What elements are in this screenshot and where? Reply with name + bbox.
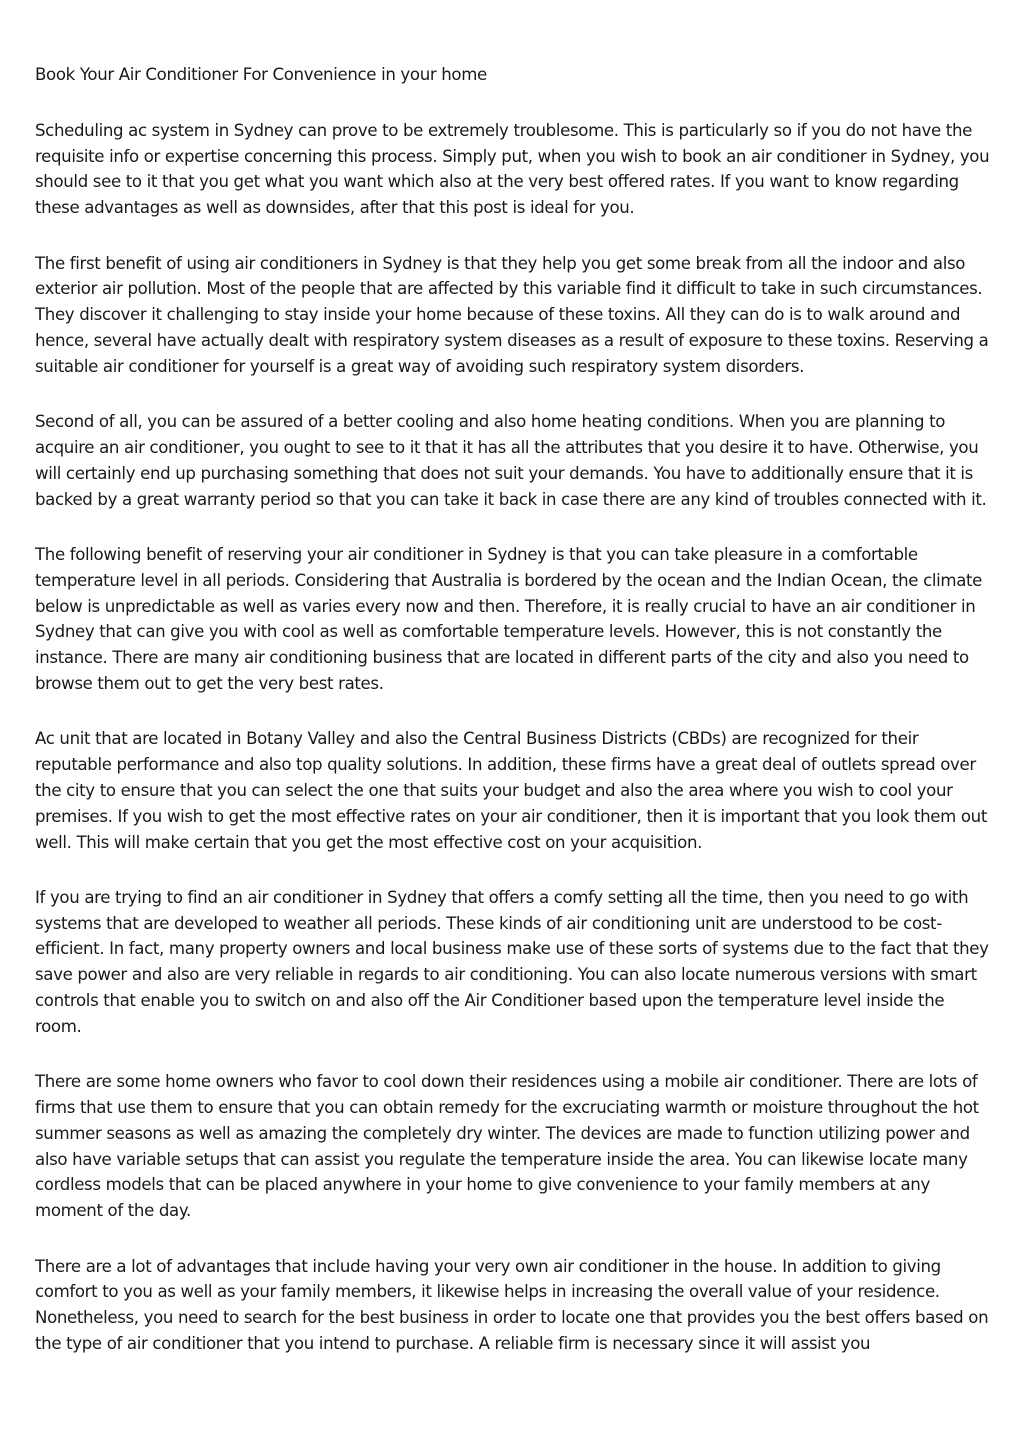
- paragraph-5: Ac unit that are located in Botany Valley and also the Central Business Districts (CBDs) are recognized for their reputable performance and also top quality solutions. In addition, these firms have a great deal of outlets spread over the city to ensure that you can select the one that suits your budget and also the area where you wish to cool your premises. If you wish to get the most effective rates on your air conditioner, then it is important that you look them out well. This will make certain that you get the most effective cost on your acquisition.: [35, 729, 987, 852]
- paragraph-4: The following benefit of reserving your air conditioner in Sydney is that you can take pleasure in a comfortable temperature level in all periods. Considering that Australia is bordered by the ocean and the Indian Ocean, the climate below is unpredictable as well as varies every now and then. Therefore, it is really crucial to have an air conditioner in Sydney that can give you with cool as well as comfortable temperature levels. However, this is not constantly the instance. There are many air conditioning business that are located in different parts of the city and also you need to browse them out to get the very best rates.: [35, 544, 983, 693]
- document-page: [35, 62, 995, 1386]
- paragraph-3: Second of all, you can be assured of a better cooling and also home heating conditions. When you are planning to acquire an air conditioner, you ought to see to it that it has all the attributes that you desire it to have. Otherwise, you will certainly end up purchasing something that does not suit your demands. You have to additionally ensure that it is backed by a great warranty period so that you can take it back in case there are any kind of troubles connected with it.: [35, 412, 987, 509]
- paragraph-8: There are a lot of advantages that include having your very own air conditioner in the house. In addition to giving comfort to you as well as your family members, it likewise helps in increasing the overall value of your residence. Nonetheless, you need to search for the best business in order to locate one that provides you the best offers based on the type of air conditioner that you intend to purchase. A reliable firm is necessary since it will assist you: [35, 1256, 989, 1354]
- paragraph-1: Scheduling ac system in Sydney can prove to be extremely troublesome. This is particularly so if you do not have the requisite info or expertise concerning this process. Simply put, when you wish to book an air conditioner in Sydney, you should see to it that you get what you want which also at the very best offered rates. If you want to know regarding these advantages as well as downsides, after that this post is ideal for you.: [35, 120, 990, 218]
- document-title: Book Your Air Conditioner For Convenience in your home: [35, 65, 487, 84]
- paragraph-2: The first benefit of using air conditioners in Sydney is that they help you get some break from all the indoor and also exterior air pollution. Most of the people that are affected by this variable find it difficult to take in such circumstances. They discover it challenging to stay inside your home because of these toxins. All they can do is to walk around and hence, several have actually dealt with respiratory system diseases as a result of exposure to these toxins. Reserving a suitable air conditioner for yourself is a great way of avoiding such respiratory system disorders.: [35, 253, 989, 376]
- paragraph-6: If you are trying to find an air conditioner in Sydney that offers a comfy setting all the time, then you need to go with systems that are developed to weather all periods. These kinds of air conditioning unit are understood to be cost-efficient. In fact, many property owners and local business make use of these sorts of systems due to the fact that they save power and also are very reliable in regards to air conditioning. You can also locate numerous versions with smart controls that enable you to switch on and also off the Air Conditioner based upon the temperature level inside the room.: [35, 887, 989, 1036]
- paragraph-7: There are some home owners who favor to cool down their residences using a mobile air conditioner. There are lots of firms that use them to ensure that you can obtain remedy for the excruciating warmth or moisture throughout the hot summer seasons as well as amazing the completely dry winter. The devices are made to function utilizing power and also have variable setups that can assist you regulate the temperature inside the area. You can likewise locate many cordless models that can be placed anywhere in your home to give convenience to your family members at any moment of the day.: [35, 1072, 979, 1221]
